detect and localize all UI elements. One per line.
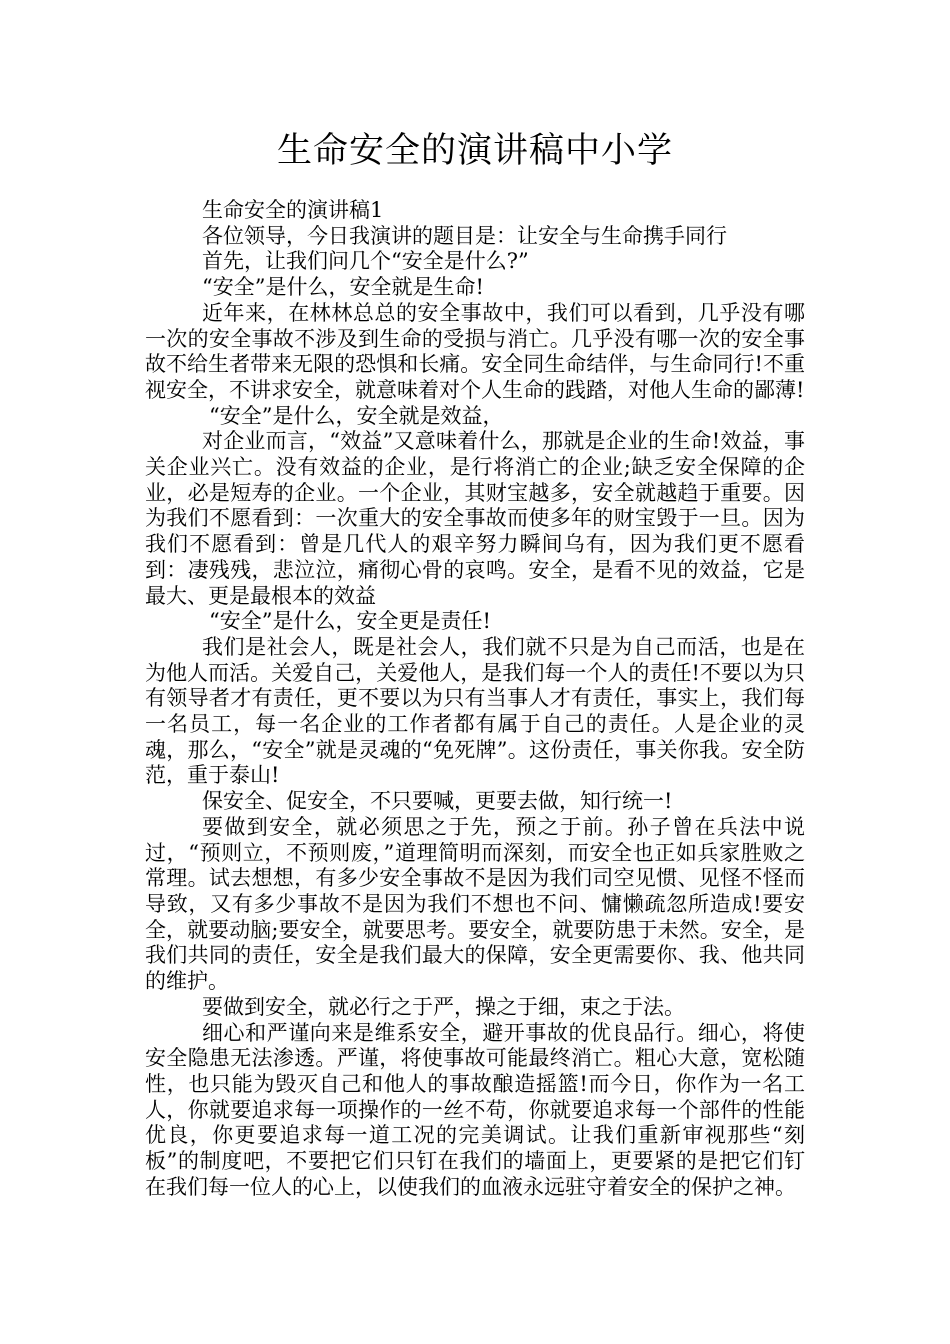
paragraph: 各位领导，今日我演讲的题目是：让安全与生命携手同行 (202, 223, 727, 248)
paragraph-heading: 生命安全的演讲稿1 (202, 198, 384, 222)
paragraph: “安全”是什么，安全就是效益， (209, 403, 504, 428)
paragraph: 要做到安全，就必行之于严，操之于细，束之于法。 (202, 994, 685, 1019)
paragraph: 近年来，在林林总总的安全事故中，我们可以看到，几乎没有哪一次的安全事故不涉及到生命的受损与消亡。几乎没有哪一次的安全事故不给生者带来无限的恐惧和长痛。安全同生命结伴，与生命同行!不重视安全，不讲求安全，就意味着对个人生命的践踏，对他人生命的鄙薄! (145, 300, 805, 402)
paragraph: “安全”是什么，安全更是责任! (209, 609, 491, 634)
paragraph: 保安全、促安全，不只要喊，更要去做，知行统一! (202, 789, 673, 814)
paragraph: 细心和严谨向来是维系安全，避开事故的优良品行。细心，将使安全隐患无法渗透。严谨，将使事故可能最终消亡。粗心大意，宽松随性，也只能为毁灭自己和他人的事故酿造摇篮!而今日，你作为一名工人，你就要追求每一项操作的一丝不苟，你就要追求每一个部件的性能优良，你更要追求每一道工况的完美调试。让我们重新审视那些“刻板”的制度吧，不要把它们只钉在我们的墙面上，更要紧的是把它们钉在我们每一位人的心上，以使我们的血液永远驻守着安全的保护之神。 (145, 1020, 805, 1199)
paragraph: “安全”是什么，安全就是生命! (202, 275, 484, 300)
paragraph: 首先，让我们问几个“安全是什么?” (202, 249, 529, 274)
document-body (145, 198, 805, 1200)
document-title: 生命安全的演讲稿中小学 (276, 131, 673, 171)
paragraph: 要做到安全，就必须思之于先，预之于前。孙子曾在兵法中说过，“预则立，不预则废，”道理简明而深刻，而安全也正如兵家胜败之常理。试去想想，有多少安全事故不是因为我们司空见惯、见怪不怪而导致，又有多少事故不是因为我们不想也不问、慵懒疏忽所造成!要安全，就要动脑;要安全，就要思考。要安全，就要防患于未然。安全，是我们共同的责任，安全是我们最大的保障，安全更需要你、我、他共同的维护。 (145, 814, 805, 994)
paragraph: 对企业而言，“效益”又意味着什么，那就是企业的生命!效益，事关企业兴亡。没有效益的企业，是行将消亡的企业;缺乏安全保障的企业，必是短寿的企业。一个企业，其财宝越多，安全就越趋于重要。因为我们不愿看到：一次重大的安全事故而使多年的财宝毁于一旦。因为我们不愿看到：曾是几代人的艰辛努力瞬间乌有，因为我们更不愿看到：凄残残，悲泣泣，痛彻心骨的哀鸣。安全，是看不见的效益，它是最大、更是最根本的效益 (145, 429, 805, 608)
paragraph: 我们是社会人，既是社会人，我们就不只是为自己而活，也是在为他人而活。关爱自己，关爱他人，是我们每一个人的责任!不要以为只有领导者才有责任，更不要以为只有当事人才有责任，事实上，我们每一名员工，每一名企业的工作者都有属于自己的责任。人是企业的灵魂，那么，“安全”就是灵魂的“免死牌”。这份责任，事关你我。安全防范，重于泰山! (145, 634, 805, 788)
